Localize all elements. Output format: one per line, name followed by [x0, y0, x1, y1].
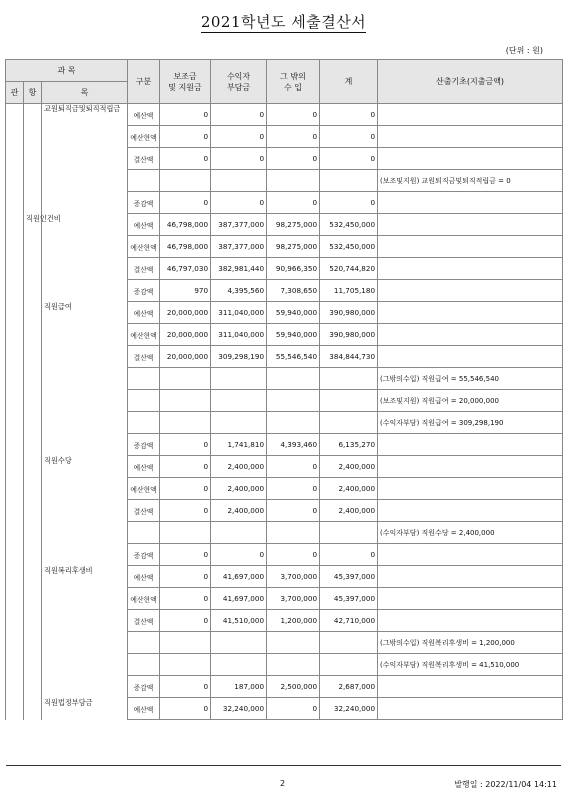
hang-cell — [24, 324, 42, 346]
beneficiary-cell: 311,040,000 — [211, 324, 267, 346]
gwan-cell — [6, 214, 24, 236]
gubun-cell: 결산액 — [128, 346, 160, 368]
total-cell: 42,710,000 — [320, 610, 378, 632]
basis-cell — [378, 456, 563, 478]
other-income-cell: 0 — [267, 544, 320, 566]
gwan-cell — [6, 698, 24, 720]
basis-cell: (수익자부담) 직원급여 = 309,298,190 — [378, 412, 563, 434]
beneficiary-cell: 2,400,000 — [211, 456, 267, 478]
hang-cell — [24, 610, 42, 632]
beneficiary-cell: 2,400,000 — [211, 478, 267, 500]
hang-cell — [24, 434, 42, 456]
gwan-cell — [6, 544, 24, 566]
total-cell — [320, 522, 378, 544]
subsidy-cell — [160, 368, 211, 390]
gwan-cell — [6, 588, 24, 610]
beneficiary-cell: 1,741,810 — [211, 434, 267, 456]
mok-cell: 직원급여 — [42, 302, 128, 324]
hang-cell — [24, 698, 42, 720]
basis-cell — [378, 434, 563, 456]
hang-cell — [24, 654, 42, 676]
basis-cell — [378, 258, 563, 280]
document-title: 2021학년도 세출결산서 — [200, 13, 367, 31]
table-row — [6, 698, 563, 720]
subsidy-cell: 0 — [160, 434, 211, 456]
other-income-cell: 98,275,000 — [267, 236, 320, 258]
page-number: 2 — [280, 779, 286, 788]
subsidy-cell: 0 — [160, 104, 211, 126]
beneficiary-cell: 32,240,000 — [211, 698, 267, 720]
mok-cell — [42, 412, 128, 434]
beneficiary-cell — [211, 412, 267, 434]
other-income-cell — [267, 522, 320, 544]
gubun-cell: 예산현액 — [128, 588, 160, 610]
basis-cell — [378, 346, 563, 368]
other-income-cell: 55,546,540 — [267, 346, 320, 368]
basis-cell — [378, 544, 563, 566]
total-cell: 11,705,180 — [320, 280, 378, 302]
total-cell — [320, 390, 378, 412]
gubun-cell: 예산액 — [128, 214, 160, 236]
gubun-cell — [128, 368, 160, 390]
gwan-cell — [6, 302, 24, 324]
header-subsidy: 보조금 및 지원금 — [160, 60, 211, 104]
table-row — [6, 522, 563, 544]
total-cell: 390,980,000 — [320, 302, 378, 324]
table-row — [6, 390, 563, 412]
table-row — [6, 324, 563, 346]
hang-cell — [24, 566, 42, 588]
other-income-cell: 3,700,000 — [267, 588, 320, 610]
basis-cell: (수익자부담) 직원수당 = 2,400,000 — [378, 522, 563, 544]
basis-cell — [378, 588, 563, 610]
hang-cell — [24, 632, 42, 654]
total-cell: 6,135,270 — [320, 434, 378, 456]
total-cell: 2,400,000 — [320, 478, 378, 500]
other-income-cell: 59,940,000 — [267, 302, 320, 324]
subsidy-cell: 970 — [160, 280, 211, 302]
hang-cell — [24, 346, 42, 368]
other-income-cell: 7,308,650 — [267, 280, 320, 302]
hang-cell — [24, 368, 42, 390]
total-cell: 2,400,000 — [320, 456, 378, 478]
basis-cell — [378, 148, 563, 170]
beneficiary-cell — [211, 632, 267, 654]
beneficiary-cell: 387,377,000 — [211, 236, 267, 258]
total-cell: 0 — [320, 126, 378, 148]
hang-cell — [24, 236, 42, 258]
table-row — [6, 632, 563, 654]
subsidy-cell: 46,797,030 — [160, 258, 211, 280]
gubun-cell — [128, 170, 160, 192]
other-income-cell: 0 — [267, 698, 320, 720]
total-cell: 0 — [320, 148, 378, 170]
header-gubun: 구분 — [128, 60, 160, 104]
basis-cell — [378, 500, 563, 522]
basis-cell — [378, 192, 563, 214]
gubun-cell — [128, 654, 160, 676]
other-income-cell: 0 — [267, 500, 320, 522]
table-row — [6, 456, 563, 478]
gubun-cell: 예산액 — [128, 104, 160, 126]
basis-cell: (보조및지원) 직원급여 = 20,000,000 — [378, 390, 563, 412]
beneficiary-cell — [211, 390, 267, 412]
gubun-cell: 결산액 — [128, 610, 160, 632]
other-income-cell: 90,966,350 — [267, 258, 320, 280]
beneficiary-cell: 4,395,560 — [211, 280, 267, 302]
beneficiary-cell: 0 — [211, 192, 267, 214]
total-cell: 32,240,000 — [320, 698, 378, 720]
beneficiary-cell: 0 — [211, 544, 267, 566]
beneficiary-cell — [211, 368, 267, 390]
gwan-cell — [6, 676, 24, 698]
table-row — [6, 302, 563, 324]
hang-cell — [24, 258, 42, 280]
subsidy-cell: 46,798,000 — [160, 236, 211, 258]
beneficiary-cell: 382,981,440 — [211, 258, 267, 280]
mok-cell — [42, 148, 128, 170]
hang-cell: 직원인건비 — [24, 214, 42, 236]
subsidy-cell: 0 — [160, 478, 211, 500]
basis-cell — [378, 698, 563, 720]
basis-cell: (그밖의수입) 직원급여 = 55,546,540 — [378, 368, 563, 390]
other-income-cell: 59,940,000 — [267, 324, 320, 346]
gwan-cell — [6, 390, 24, 412]
subsidy-cell: 0 — [160, 148, 211, 170]
other-income-cell — [267, 632, 320, 654]
mok-cell — [42, 632, 128, 654]
beneficiary-cell: 187,000 — [211, 676, 267, 698]
beneficiary-cell: 0 — [211, 148, 267, 170]
footer-divider — [6, 765, 561, 766]
table-row — [6, 346, 563, 368]
header-hang: 항 — [24, 82, 42, 104]
table-row — [6, 170, 563, 192]
total-cell — [320, 412, 378, 434]
subsidy-cell — [160, 522, 211, 544]
table-row — [6, 412, 563, 434]
mok-cell — [42, 478, 128, 500]
other-income-cell — [267, 654, 320, 676]
beneficiary-cell — [211, 170, 267, 192]
issued-date: 발행일 : 2022/11/04 14:11 — [454, 780, 557, 789]
table-row — [6, 676, 563, 698]
gwan-cell — [6, 368, 24, 390]
subsidy-cell: 0 — [160, 610, 211, 632]
table-row — [6, 126, 563, 148]
hang-cell — [24, 192, 42, 214]
subsidy-cell — [160, 654, 211, 676]
mok-cell — [42, 280, 128, 302]
mok-cell: 교원퇴직금및퇴직적립금 — [42, 104, 128, 126]
subsidy-cell: 20,000,000 — [160, 346, 211, 368]
mok-cell — [42, 544, 128, 566]
table-row — [6, 434, 563, 456]
gubun-cell: 예산액 — [128, 302, 160, 324]
gubun-cell: 예산액 — [128, 566, 160, 588]
hang-cell — [24, 676, 42, 698]
mok-cell — [42, 192, 128, 214]
other-income-cell: 0 — [267, 478, 320, 500]
beneficiary-cell: 0 — [211, 126, 267, 148]
hang-cell — [24, 390, 42, 412]
unit-label: (단위 : 원) — [505, 46, 543, 55]
gubun-cell: 예산액 — [128, 698, 160, 720]
total-cell: 45,397,000 — [320, 588, 378, 610]
table-row — [6, 610, 563, 632]
other-income-cell: 98,275,000 — [267, 214, 320, 236]
gwan-cell — [6, 104, 24, 126]
total-cell: 2,687,000 — [320, 676, 378, 698]
basis-cell — [378, 236, 563, 258]
gwan-cell — [6, 280, 24, 302]
gwan-cell — [6, 566, 24, 588]
subsidy-cell: 20,000,000 — [160, 302, 211, 324]
other-income-cell: 2,500,000 — [267, 676, 320, 698]
total-cell: 520,744,820 — [320, 258, 378, 280]
expenditure-table — [5, 59, 563, 720]
basis-cell — [378, 104, 563, 126]
beneficiary-cell: 387,377,000 — [211, 214, 267, 236]
beneficiary-cell: 0 — [211, 104, 267, 126]
gubun-cell: 결산액 — [128, 258, 160, 280]
table-row — [6, 544, 563, 566]
beneficiary-cell: 41,510,000 — [211, 610, 267, 632]
header-total: 계 — [320, 60, 378, 104]
total-cell — [320, 654, 378, 676]
gubun-cell: 증감액 — [128, 192, 160, 214]
gubun-cell: 증감액 — [128, 434, 160, 456]
gubun-cell: 증감액 — [128, 280, 160, 302]
other-income-cell: 0 — [267, 104, 320, 126]
subsidy-cell: 0 — [160, 676, 211, 698]
hang-cell — [24, 104, 42, 126]
mok-cell — [42, 676, 128, 698]
basis-cell — [378, 566, 563, 588]
table-row — [6, 500, 563, 522]
basis-cell — [378, 676, 563, 698]
basis-cell: (그밖의수입) 직원복리후생비 = 1,200,000 — [378, 632, 563, 654]
subsidy-cell: 0 — [160, 456, 211, 478]
subsidy-cell: 0 — [160, 698, 211, 720]
gwan-cell — [6, 236, 24, 258]
mok-cell: 직원수당 — [42, 456, 128, 478]
other-income-cell — [267, 412, 320, 434]
other-income-cell: 4,393,460 — [267, 434, 320, 456]
table-row — [6, 214, 563, 236]
mok-cell — [42, 170, 128, 192]
subsidy-cell: 46,798,000 — [160, 214, 211, 236]
gwan-cell — [6, 632, 24, 654]
other-income-cell: 0 — [267, 456, 320, 478]
mok-cell — [42, 324, 128, 346]
other-income-cell — [267, 390, 320, 412]
gubun-cell: 예산현액 — [128, 236, 160, 258]
beneficiary-cell — [211, 522, 267, 544]
table-row — [6, 280, 563, 302]
hang-cell — [24, 412, 42, 434]
basis-cell — [378, 126, 563, 148]
hang-cell — [24, 302, 42, 324]
subsidy-cell: 0 — [160, 500, 211, 522]
gwan-cell — [6, 192, 24, 214]
mok-cell — [42, 126, 128, 148]
hang-cell — [24, 126, 42, 148]
table-row — [6, 588, 563, 610]
hang-cell — [24, 500, 42, 522]
basis-cell: (수익자부담) 직원복리후생비 = 41,510,000 — [378, 654, 563, 676]
basis-cell — [378, 302, 563, 324]
gwan-cell — [6, 170, 24, 192]
other-income-cell: 0 — [267, 148, 320, 170]
mok-cell — [42, 500, 128, 522]
basis-cell — [378, 214, 563, 236]
header-gwamok: 과 목 — [6, 60, 128, 82]
total-cell — [320, 368, 378, 390]
total-cell: 2,400,000 — [320, 500, 378, 522]
gubun-cell: 예산액 — [128, 456, 160, 478]
gwan-cell — [6, 148, 24, 170]
header-mok: 목 — [42, 82, 128, 104]
mok-cell: 직원복리후생비 — [42, 566, 128, 588]
subsidy-cell: 0 — [160, 126, 211, 148]
basis-cell — [378, 324, 563, 346]
table-row — [6, 192, 563, 214]
subsidy-cell — [160, 632, 211, 654]
total-cell: 45,397,000 — [320, 566, 378, 588]
gwan-cell — [6, 610, 24, 632]
beneficiary-cell: 309,298,190 — [211, 346, 267, 368]
hang-cell — [24, 478, 42, 500]
mok-cell — [42, 588, 128, 610]
gubun-cell: 결산액 — [128, 500, 160, 522]
gubun-cell — [128, 412, 160, 434]
total-cell: 0 — [320, 104, 378, 126]
hang-cell — [24, 544, 42, 566]
gubun-cell: 증감액 — [128, 676, 160, 698]
total-cell: 0 — [320, 192, 378, 214]
header-basis: 산출기초(지출금액) — [378, 60, 563, 104]
total-cell — [320, 170, 378, 192]
subsidy-cell — [160, 390, 211, 412]
beneficiary-cell: 311,040,000 — [211, 302, 267, 324]
hang-cell — [24, 280, 42, 302]
beneficiary-cell: 41,697,000 — [211, 566, 267, 588]
gwan-cell — [6, 434, 24, 456]
header-beneficiary: 수익자 부담금 — [211, 60, 267, 104]
subsidy-cell: 0 — [160, 588, 211, 610]
gwan-cell — [6, 346, 24, 368]
gwan-cell — [6, 522, 24, 544]
other-income-cell — [267, 368, 320, 390]
basis-cell: (보조및지원) 교원퇴직금및퇴직적립금 = 0 — [378, 170, 563, 192]
gubun-cell: 예산현액 — [128, 478, 160, 500]
mok-cell — [42, 390, 128, 412]
other-income-cell — [267, 170, 320, 192]
gwan-cell — [6, 478, 24, 500]
gwan-cell — [6, 412, 24, 434]
table-row — [6, 478, 563, 500]
mok-cell — [42, 368, 128, 390]
subsidy-cell: 0 — [160, 544, 211, 566]
total-cell: 532,450,000 — [320, 214, 378, 236]
mok-cell — [42, 522, 128, 544]
table-row — [6, 566, 563, 588]
table-row — [6, 654, 563, 676]
table-row — [6, 148, 563, 170]
gwan-cell — [6, 456, 24, 478]
gubun-cell: 예산현액 — [128, 324, 160, 346]
mok-cell — [42, 258, 128, 280]
gwan-cell — [6, 654, 24, 676]
total-cell: 532,450,000 — [320, 236, 378, 258]
mok-cell — [42, 610, 128, 632]
hang-cell — [24, 170, 42, 192]
gwan-cell — [6, 324, 24, 346]
total-cell — [320, 632, 378, 654]
beneficiary-cell: 2,400,000 — [211, 500, 267, 522]
beneficiary-cell: 41,697,000 — [211, 588, 267, 610]
table-row — [6, 368, 563, 390]
hang-cell — [24, 588, 42, 610]
total-cell: 384,844,730 — [320, 346, 378, 368]
gubun-cell — [128, 632, 160, 654]
gubun-cell — [128, 522, 160, 544]
beneficiary-cell — [211, 654, 267, 676]
header-other-income: 그 밖의 수 입 — [267, 60, 320, 104]
basis-cell — [378, 610, 563, 632]
mok-cell — [42, 654, 128, 676]
gubun-cell: 증감액 — [128, 544, 160, 566]
other-income-cell: 0 — [267, 126, 320, 148]
mok-cell: 직원법정부담금 — [42, 698, 128, 720]
basis-cell — [378, 280, 563, 302]
header-gwan: 관 — [6, 82, 24, 104]
subsidy-cell: 20,000,000 — [160, 324, 211, 346]
subsidy-cell: 0 — [160, 566, 211, 588]
basis-cell — [378, 478, 563, 500]
gubun-cell: 결산액 — [128, 148, 160, 170]
gwan-cell — [6, 126, 24, 148]
hang-cell — [24, 148, 42, 170]
gubun-cell: 예산현액 — [128, 126, 160, 148]
other-income-cell: 0 — [267, 192, 320, 214]
hang-cell — [24, 522, 42, 544]
subsidy-cell: 0 — [160, 192, 211, 214]
mok-cell — [42, 434, 128, 456]
total-cell: 390,980,000 — [320, 324, 378, 346]
mok-cell — [42, 346, 128, 368]
total-cell: 0 — [320, 544, 378, 566]
hang-cell — [24, 456, 42, 478]
table-row — [6, 258, 563, 280]
subsidy-cell — [160, 412, 211, 434]
table-row — [6, 236, 563, 258]
gwan-cell — [6, 258, 24, 280]
other-income-cell: 3,700,000 — [267, 566, 320, 588]
other-income-cell: 1,200,000 — [267, 610, 320, 632]
gwan-cell — [6, 500, 24, 522]
mok-cell — [42, 236, 128, 258]
table-row — [6, 104, 563, 126]
subsidy-cell — [160, 170, 211, 192]
gubun-cell — [128, 390, 160, 412]
